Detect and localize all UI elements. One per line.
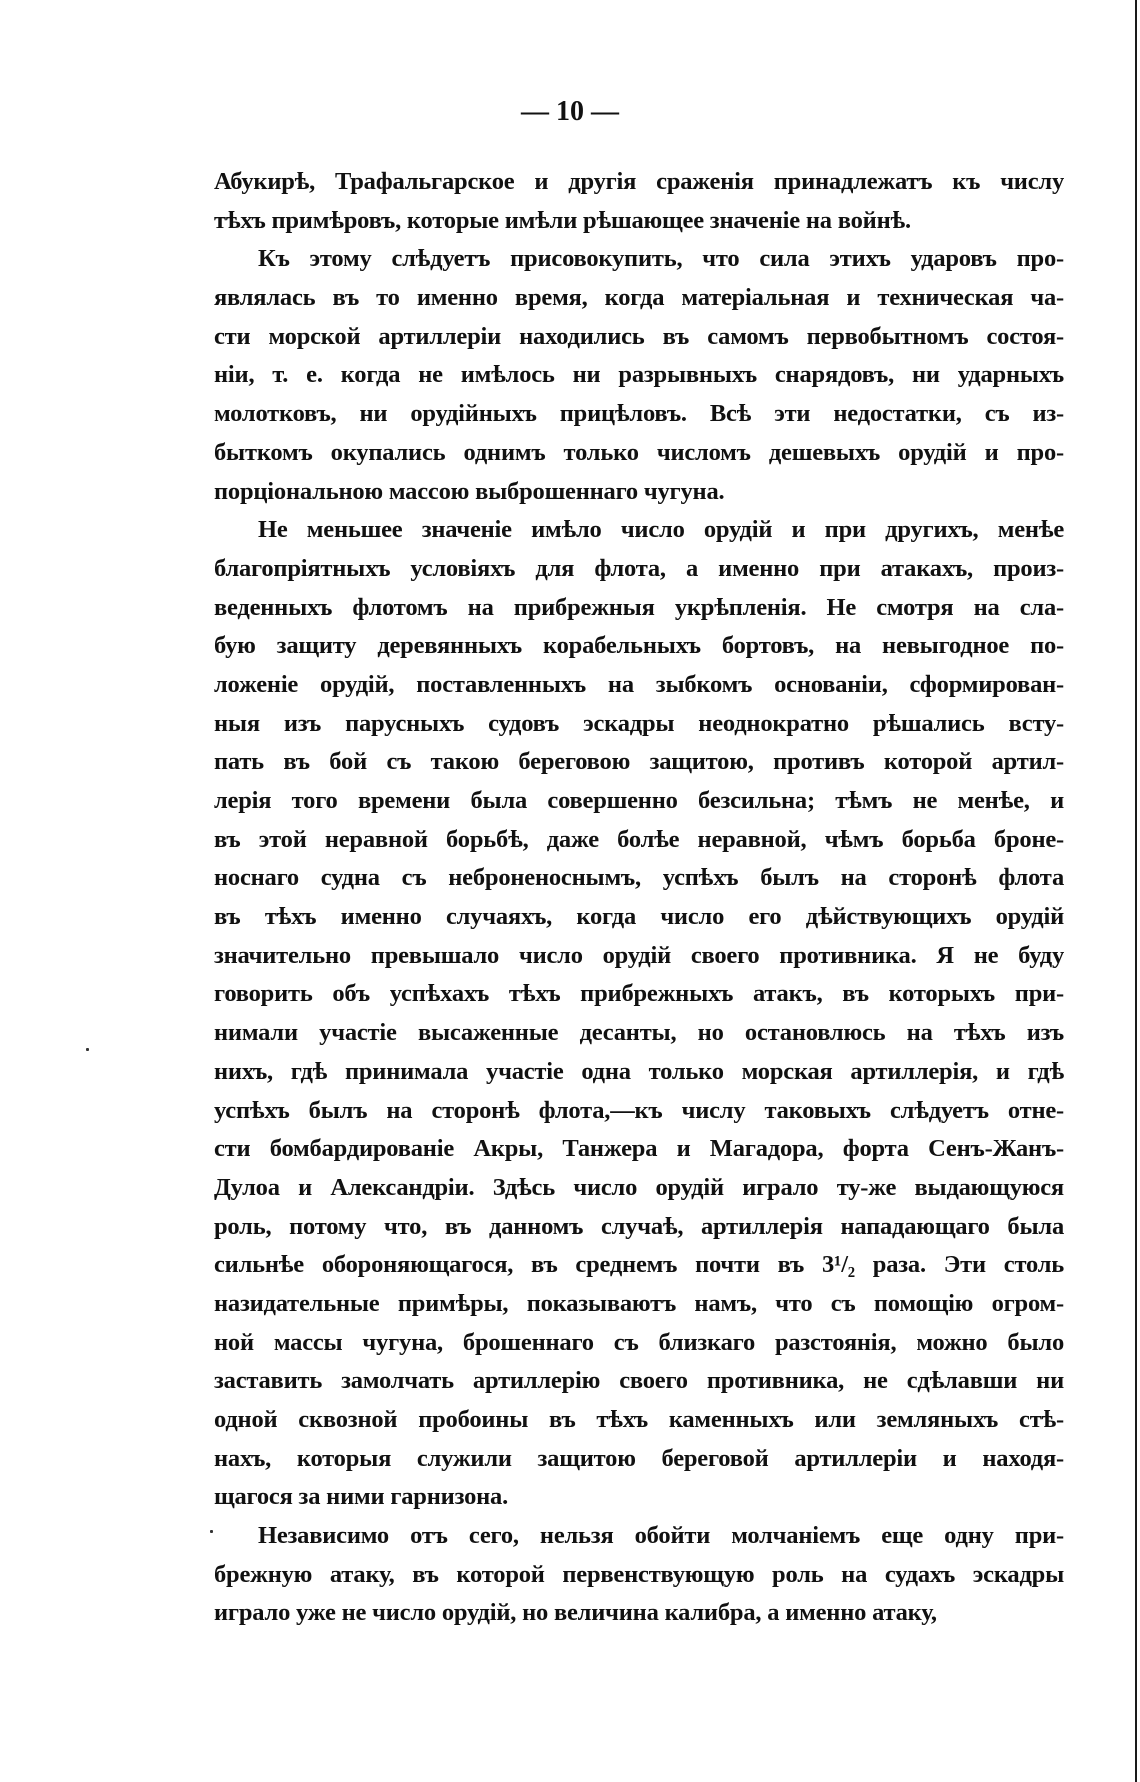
- text-line: успѣхъ былъ на сторонѣ флота,—къ числу таковыхъ слѣдуетъ отне-: [214, 1096, 1064, 1124]
- page-edge-line: [1135, 0, 1137, 1782]
- text-line: ложеніе орудій, поставленныхъ на зыбкомъ основаніи, сформирован-: [214, 670, 1064, 698]
- text-line: веденныхъ флотомъ на прибрежныя укрѣпленія. Не смотря на сла-: [214, 593, 1064, 621]
- text-line: нихъ, гдѣ принимала участіе одна только морская артиллерія, и гдѣ: [214, 1057, 1064, 1085]
- page-number: — 10 —: [521, 96, 619, 127]
- text-line: ныя изъ парусныхъ судовъ эскадры неоднократно рѣшались всту-: [214, 709, 1064, 737]
- text-line: брежную атаку, въ которой первенствующую роль на судахъ эскадры: [214, 1560, 1064, 1588]
- text-line: нимали участіе высаженные десанты, но остановлюсь на тѣхъ изъ: [214, 1019, 1064, 1047]
- text-line: лерія того времени была совершенно безсильна; тѣмъ не менѣе, и: [214, 787, 1064, 814]
- scan-speck: [210, 1530, 213, 1533]
- text-line: Дулоа и Александріи. Здѣсь число орудій играло ту-же выдающуюся: [214, 1173, 1064, 1201]
- body-text: [214, 163, 1064, 1633]
- text-line: благопріятныхъ условіяхъ для флота, а именно при атакахъ, произ-: [214, 554, 1064, 582]
- text-line: сильнѣе обороняющагося, въ среднемъ почти въ 3¹/₂ раза. Эти столь: [214, 1251, 1064, 1279]
- text-line: молотковъ, ни орудійныхъ прицѣловъ. Всѣ эти недостатки, съ из-: [214, 400, 1064, 428]
- text-line: значительно превышало число орудій своего противника. Я не буду: [214, 941, 1064, 969]
- text-line: роль, потому что, въ данномъ случаѣ, артиллерія нападающаго была: [214, 1212, 1064, 1240]
- scan-speck: [86, 1048, 89, 1051]
- text-line: носнаго судна съ неброненоснымъ, успѣхъ былъ на сторонѣ флота: [214, 864, 1064, 892]
- text-line: нахъ, которыя служили защитою береговой артиллеріи и находя-: [214, 1444, 1064, 1472]
- text-line: порціональною массою выброшеннаго чугуна.: [214, 477, 725, 505]
- text-line: одной сквозной пробоины въ тѣхъ каменныхъ или земляныхъ стѣ-: [214, 1406, 1064, 1433]
- text-line: Не меньшее значеніе имѣло число орудій и при другихъ, менѣе: [258, 516, 1064, 544]
- text-line: назидательные примѣры, показываютъ намъ, что съ помощію огром-: [214, 1289, 1064, 1317]
- text-line: являлась въ то именно время, когда матеріальная и техническая ча-: [214, 284, 1064, 312]
- text-line: въ тѣхъ именно случаяхъ, когда число его дѣйствующихъ орудій: [214, 903, 1064, 931]
- text-line: сти морской артиллеріи находились въ самомъ первобытномъ состоя-: [214, 322, 1064, 350]
- text-line: щагося за ними гарнизона.: [214, 1483, 509, 1511]
- text-line: Къ этому слѣдуетъ присовокупить, что сила этихъ ударовъ про-: [258, 245, 1064, 273]
- text-line: заставить замолчать артиллерію своего противника, не сдѣлавши ни: [214, 1367, 1064, 1395]
- text-line: Независимо отъ сего, нельзя обойти молчаніемъ еще одну при-: [258, 1522, 1064, 1550]
- text-line: Абукирѣ, Трафальгарское и другія сраженія принадлежатъ къ числу: [214, 168, 1064, 195]
- text-line: пать въ бой съ такою береговою защитою, противъ которой артил-: [214, 748, 1064, 776]
- text-line: въ этой неравной борьбѣ, даже болѣе неравной, чѣмъ борьба броне-: [214, 825, 1064, 853]
- text-line: говорить объ успѣхахъ тѣхъ прибрежныхъ атакъ, въ которыхъ при-: [214, 980, 1064, 1008]
- text-line: тѣхъ примѣровъ, которые имѣли рѣшающее значеніе на войнѣ.: [214, 206, 911, 234]
- text-line: ніи, т. е. когда не имѣлось ни разрывныхъ снарядовъ, ни ударныхъ: [214, 361, 1064, 389]
- text-line: ной массы чугуна, брошеннаго съ близкаго разстоянія, можно было: [214, 1328, 1064, 1356]
- text-line: быткомъ окупались однимъ только числомъ дешевыхъ орудій и про-: [214, 438, 1064, 466]
- text-line: бую защиту деревянныхъ корабельныхъ бортовъ, на невыгодное по-: [214, 632, 1064, 660]
- text-line: играло уже не число орудій, но величина калибра, а именно атаку,: [214, 1599, 937, 1627]
- text-line: сти бомбардированіе Акры, Танжера и Магадора, форта Сенъ-Жанъ-: [214, 1135, 1064, 1163]
